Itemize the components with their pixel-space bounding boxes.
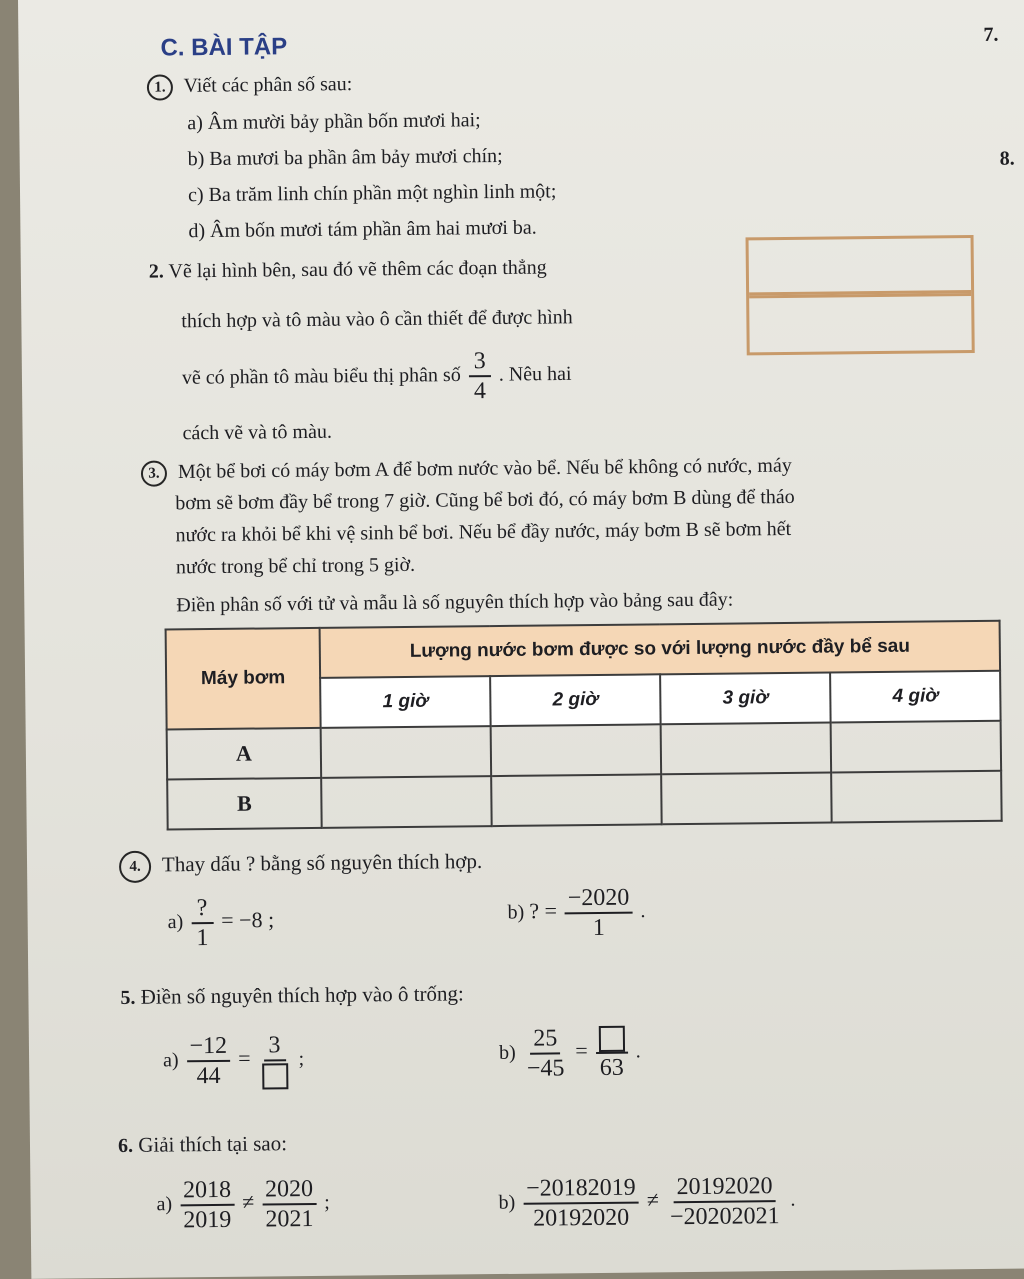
pump-column-header: Máy bơm (166, 628, 321, 730)
exercise-6-prompt: Giải thích tại sao: (138, 1131, 288, 1157)
fraction-numerator: 3 (468, 347, 490, 377)
fraction-denominator: 2019 (183, 1206, 232, 1234)
exercise-2-line-2: thích hợp và tô màu vào ô cần thiết để được hình (181, 306, 573, 333)
exercise-4-part-a (167, 893, 274, 952)
fraction-2020-over-2021 (262, 1175, 317, 1234)
part-b-end: . (635, 1040, 641, 1063)
exercise-5-heading (120, 981, 464, 1010)
part-a-equation-rest: = −8 ; (221, 906, 275, 933)
cell-a-1 (321, 726, 491, 778)
fraction-neg20182019-over-20192020 (523, 1174, 639, 1233)
fraction-numerator: −12 (186, 1032, 230, 1062)
rectangle-figure (746, 235, 975, 355)
exercise-4-number: 4. (119, 851, 151, 883)
cell-a-4 (831, 721, 1002, 773)
part-a-label: a) (156, 1193, 173, 1216)
exercise-4-prompt: Thay dấu ? bằng số nguyên thích hợp. (161, 849, 483, 877)
cell-a-3 (661, 723, 831, 775)
table-row (167, 721, 1001, 780)
fraction-three-over-blank (258, 1031, 291, 1090)
fraction-denominator: 2021 (265, 1205, 314, 1233)
fraction-denominator-blank (259, 1061, 291, 1090)
fraction-denominator: 63 (599, 1055, 624, 1082)
fraction-blank-over-63 (595, 1024, 628, 1083)
exercise-2-number: 2. (148, 260, 164, 283)
cell-b-1 (321, 776, 491, 828)
fraction-denominator: 1 (196, 925, 209, 952)
fraction-denominator: 1 (592, 914, 605, 942)
not-equal-sign: ≠ (242, 1189, 255, 1215)
exercise-3-line-4: nước trong bể chỉ trong 5 giờ. (175, 553, 416, 579)
exercise-1-item-d: d) Âm bốn mươi tám phần âm hai mươi ba. (188, 216, 537, 243)
part-b-lhs: ? = (529, 898, 558, 924)
exercise-2-line-4: cách vẽ và tô màu. (182, 420, 333, 445)
cell-b-4 (831, 771, 1002, 823)
fraction-denominator: −20202021 (669, 1203, 780, 1231)
fraction-numerator: 2018 (180, 1176, 234, 1207)
fraction-numerator: 25 (530, 1025, 560, 1055)
fraction-20192020-over-neg20202021 (667, 1172, 783, 1231)
exercise-4-part-b (507, 883, 645, 942)
exercise-2-text-3b: . Nêu hai (498, 362, 572, 386)
exercise-7-label: 7. (983, 23, 999, 46)
exercise-8-label: 8. (999, 147, 1015, 170)
exercise-5-prompt: Điền số nguyên thích hợp vào ô trống: (140, 981, 464, 1009)
row-label-a: A (167, 728, 322, 780)
fraction-unknown-over-one (191, 894, 214, 952)
part-b-end: . (790, 1188, 796, 1211)
exercise-1-item-b: b) Ba mươi ba phần âm bảy mươi chín; (187, 144, 503, 171)
hour-2-header: 2 giờ (490, 674, 660, 726)
fraction-numerator: ? (191, 894, 213, 924)
exercise-3-line-3: nước ra khỏi bể khi vệ sinh bể bơi. Nếu bể đầy nước, máy bơm B sẽ bơm hết (175, 517, 792, 547)
part-b-end: . (640, 900, 646, 923)
exercise-2-line-1 (149, 256, 547, 283)
fraction-25-over-neg45 (523, 1025, 567, 1083)
exercise-5-part-b (499, 1024, 641, 1084)
fraction-three-quarters (468, 347, 491, 405)
hour-4-header: 4 giờ (830, 671, 1001, 723)
exercise-6-heading (118, 1131, 287, 1158)
exercise-3-instruction: Điền phân số với tử và mẫu là số nguyên thích hợp vào bảng sau đây: (176, 588, 734, 617)
fraction-neg12-over-44 (186, 1032, 230, 1090)
part-a-label: a) (167, 910, 184, 934)
exercise-2-text-3: vẽ có phần tô màu biểu thị phân số (181, 363, 461, 389)
equals-sign: = (575, 1037, 588, 1064)
exercise-6-number: 6. (117, 1134, 134, 1158)
hour-1-header: 1 giờ (320, 676, 490, 728)
fraction-numerator: −20182019 (523, 1174, 639, 1205)
exercise-1-item-a: a) Âm mười bảy phần bốn mươi hai; (187, 109, 481, 135)
part-b-label: b) (498, 1041, 516, 1064)
table-row (167, 771, 1001, 830)
blank-box-icon (262, 1064, 288, 1090)
water-amount-header: Lượng nước bơm được so với lượng nước đầy bể sau (320, 621, 1000, 678)
equals-sign: = (238, 1045, 251, 1071)
pump-table (165, 620, 1003, 831)
cell-b-2 (491, 774, 661, 826)
exercise-3-text-1: Một bể bơi có máy bơm A để bơm nước vào bể. Nếu bể không có nước, máy (177, 454, 792, 483)
hour-3-header: 3 giờ (660, 673, 830, 725)
fraction-denominator: 20192020 (533, 1204, 630, 1232)
exercise-3-line-1 (141, 454, 792, 487)
figure-divider-line (749, 290, 971, 298)
exercise-4-heading (119, 847, 482, 883)
cell-b-3 (661, 773, 831, 825)
exercise-5-part-a (163, 1031, 305, 1091)
fraction-denominator: 44 (196, 1063, 221, 1090)
fraction-numerator: −2020 (565, 884, 633, 915)
cell-a-2 (491, 724, 661, 776)
part-b-label: b) (498, 1191, 516, 1214)
fraction-2018-over-2019 (180, 1176, 235, 1235)
fraction-numerator: 3 (263, 1031, 285, 1061)
fraction-denominator: 4 (473, 378, 487, 405)
exercise-6-part-b (498, 1172, 795, 1233)
exercise-5-number: 5. (120, 986, 136, 1009)
exercise-1-prompt: Viết các phân số sau: (183, 73, 353, 97)
fraction-numerator-blank (595, 1024, 627, 1055)
fraction-numerator: 20192020 (673, 1172, 775, 1203)
exercise-1 (147, 73, 353, 101)
exercise-3-number: 3. (141, 460, 167, 486)
textbook-page (18, 0, 1024, 1279)
part-a-end: ; (324, 1191, 330, 1214)
part-b-label: b) (507, 901, 525, 924)
exercise-2-line-3 (182, 346, 572, 408)
exercise-2-text-1: Vẽ lại hình bên, sau đó vẽ thêm các đoạn thẳng (168, 256, 547, 283)
not-equal-sign: ≠ (646, 1186, 660, 1213)
exercise-3-line-2: bơm sẽ bơm đầy bể trong 7 giờ. Cũng bể bơi đó, có máy bơm B dùng để tháo (175, 485, 795, 515)
section-title: C. BÀI TẬP (160, 33, 288, 62)
fraction-numerator: 2020 (262, 1175, 316, 1206)
part-a-end: ; (298, 1047, 305, 1070)
row-label-b: B (167, 778, 322, 830)
exercise-6-part-a (156, 1175, 330, 1235)
exercise-1-number: 1. (147, 74, 173, 100)
blank-box-icon (598, 1026, 624, 1052)
fraction-denominator: −45 (526, 1055, 565, 1082)
fraction-neg2020-over-one (565, 884, 633, 943)
part-a-label: a) (162, 1049, 179, 1072)
exercise-1-item-c: c) Ba trăm linh chín phần một nghìn linh một; (187, 180, 557, 207)
